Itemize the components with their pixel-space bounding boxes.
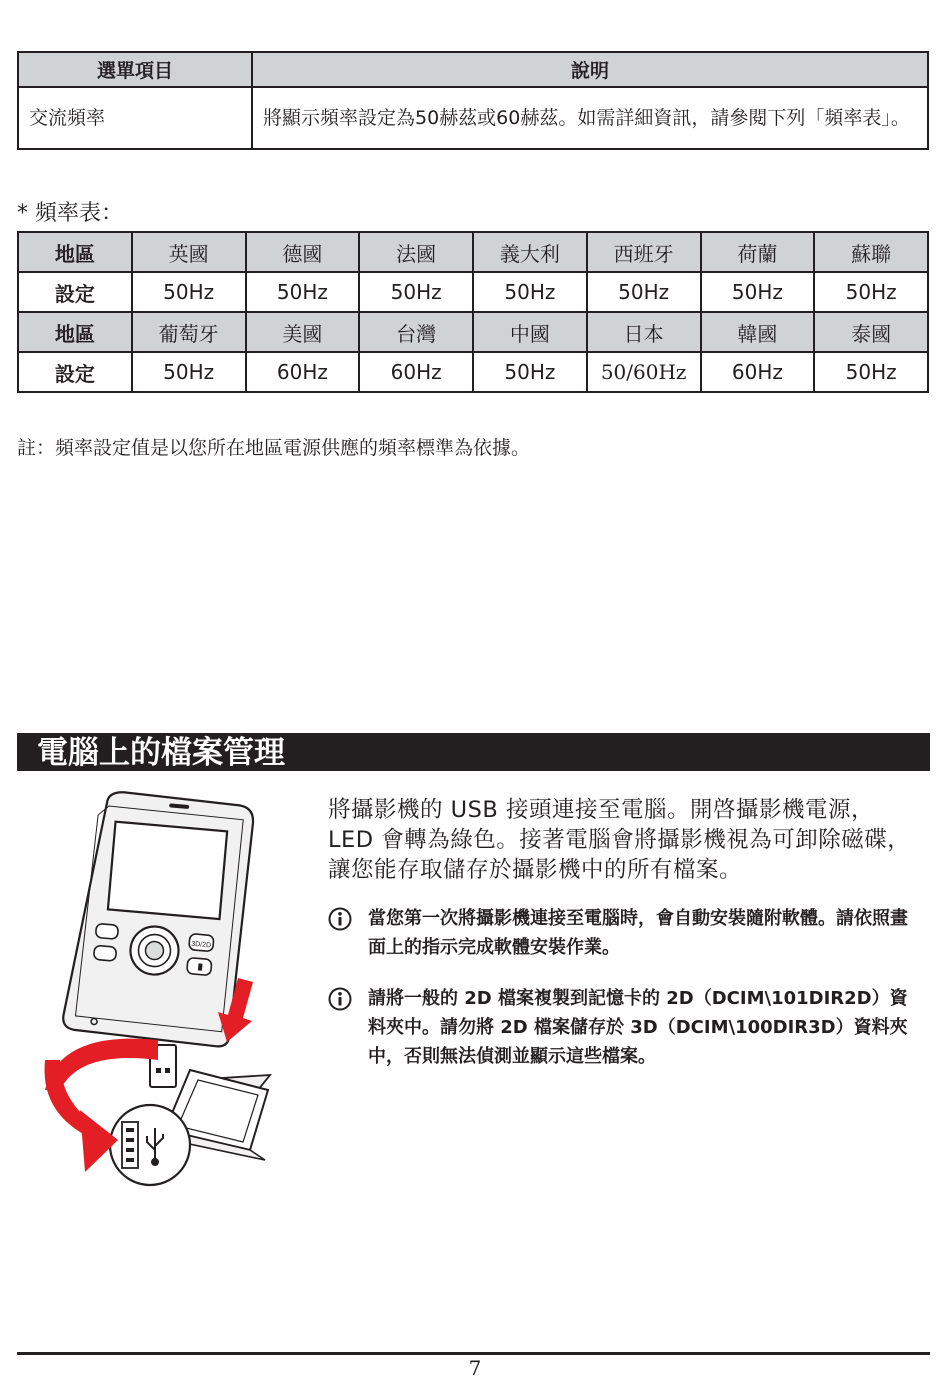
- tip-text: 請將一般的 2D 檔案複製到記憶卡的 2D（DCIM\101DIR2D）資料夾中。請勿將 2D 檔案儲存於 3D（DCIM\100DIR3D）資料夾中，否則無法偵測並顯示這些檔案。: [368, 988, 908, 1067]
- setting-cell: 50Hz: [246, 272, 360, 312]
- info-icon: [328, 907, 352, 931]
- setting-cell: 50Hz: [587, 272, 701, 312]
- header-menu-item: 選單項目: [18, 52, 252, 87]
- region-cell: 韓國: [701, 312, 815, 352]
- region-label: 地區: [18, 232, 132, 272]
- setting-cell: 50/60Hz: [587, 352, 701, 392]
- setting-cell: 60Hz: [701, 352, 815, 392]
- section-title: 電腦上的檔案管理: [37, 735, 285, 771]
- tip-2d-files: [328, 984, 918, 1071]
- tip-software-install: [328, 904, 918, 962]
- tip-text: 當您第一次將攝影機連接至電腦時，會自動安裝隨附軟體。請依照畫面上的指示完成軟體安裝作業。: [368, 908, 908, 958]
- menu-item-description: 將顯示頻率設定為50赫茲或60赫茲。如需詳細資訊，請參閱下列「頻率表」。: [252, 87, 928, 149]
- setting-cell: 50Hz: [473, 352, 587, 392]
- setting-label: 設定: [18, 272, 132, 312]
- usb-port-illustration: [40, 1060, 280, 1190]
- setting-cell: 50Hz: [814, 272, 928, 312]
- setting-row: [18, 272, 928, 312]
- region-cell: 西班牙: [587, 232, 701, 272]
- region-cell: 德國: [246, 232, 360, 272]
- info-icon: [328, 987, 352, 1011]
- region-cell: 葡萄牙: [132, 312, 246, 352]
- intro-paragraph: 將攝影機的 USB 接頭連接至電腦。開啓攝影機電源，LED 會轉為綠色。接著電腦會將攝影機視為可卸除磁碟，讓您能存取儲存於攝影機中的所有檔案。: [328, 797, 911, 883]
- setting-cell: 50Hz: [132, 272, 246, 312]
- menu-table: [17, 51, 929, 150]
- frequency-table-caption: * 頻率表：: [17, 201, 123, 226]
- setting-cell: 50Hz: [132, 352, 246, 392]
- camera-usb-illustration: [40, 790, 280, 1100]
- setting-row: [18, 352, 928, 392]
- setting-label: 設定: [18, 352, 132, 392]
- region-row: [18, 312, 928, 352]
- camcorder-illustration: [62, 790, 255, 1048]
- region-row: [18, 232, 928, 272]
- setting-cell: 60Hz: [359, 352, 473, 392]
- frequency-note: 註：頻率設定值是以您所在地區電源供應的頻率標準為依據。: [17, 437, 531, 459]
- section-header-bar: [17, 733, 930, 771]
- region-cell: 法國: [359, 232, 473, 272]
- region-cell: 泰國: [814, 312, 928, 352]
- region-cell: 英國: [132, 232, 246, 272]
- region-label: 地區: [18, 312, 132, 352]
- frequency-table: [17, 231, 929, 393]
- region-cell: 荷蘭: [701, 232, 815, 272]
- menu-item-ac-frequency: 交流頻率: [18, 87, 252, 149]
- mode-button-label: 3D/2D: [190, 940, 212, 950]
- setting-cell: 50Hz: [814, 352, 928, 392]
- page-number: 7: [468, 1356, 482, 1380]
- setting-cell: 50Hz: [701, 272, 815, 312]
- region-cell: 蘇聯: [814, 232, 928, 272]
- setting-cell: 60Hz: [246, 352, 360, 392]
- region-cell: 台灣: [359, 312, 473, 352]
- region-cell: 日本: [587, 312, 701, 352]
- header-description: 說明: [252, 52, 928, 87]
- setting-cell: 50Hz: [359, 272, 473, 312]
- region-cell: 美國: [246, 312, 360, 352]
- footer-rule: [17, 1352, 930, 1355]
- region-cell: 中國: [473, 312, 587, 352]
- setting-cell: 50Hz: [473, 272, 587, 312]
- region-cell: 義大利: [473, 232, 587, 272]
